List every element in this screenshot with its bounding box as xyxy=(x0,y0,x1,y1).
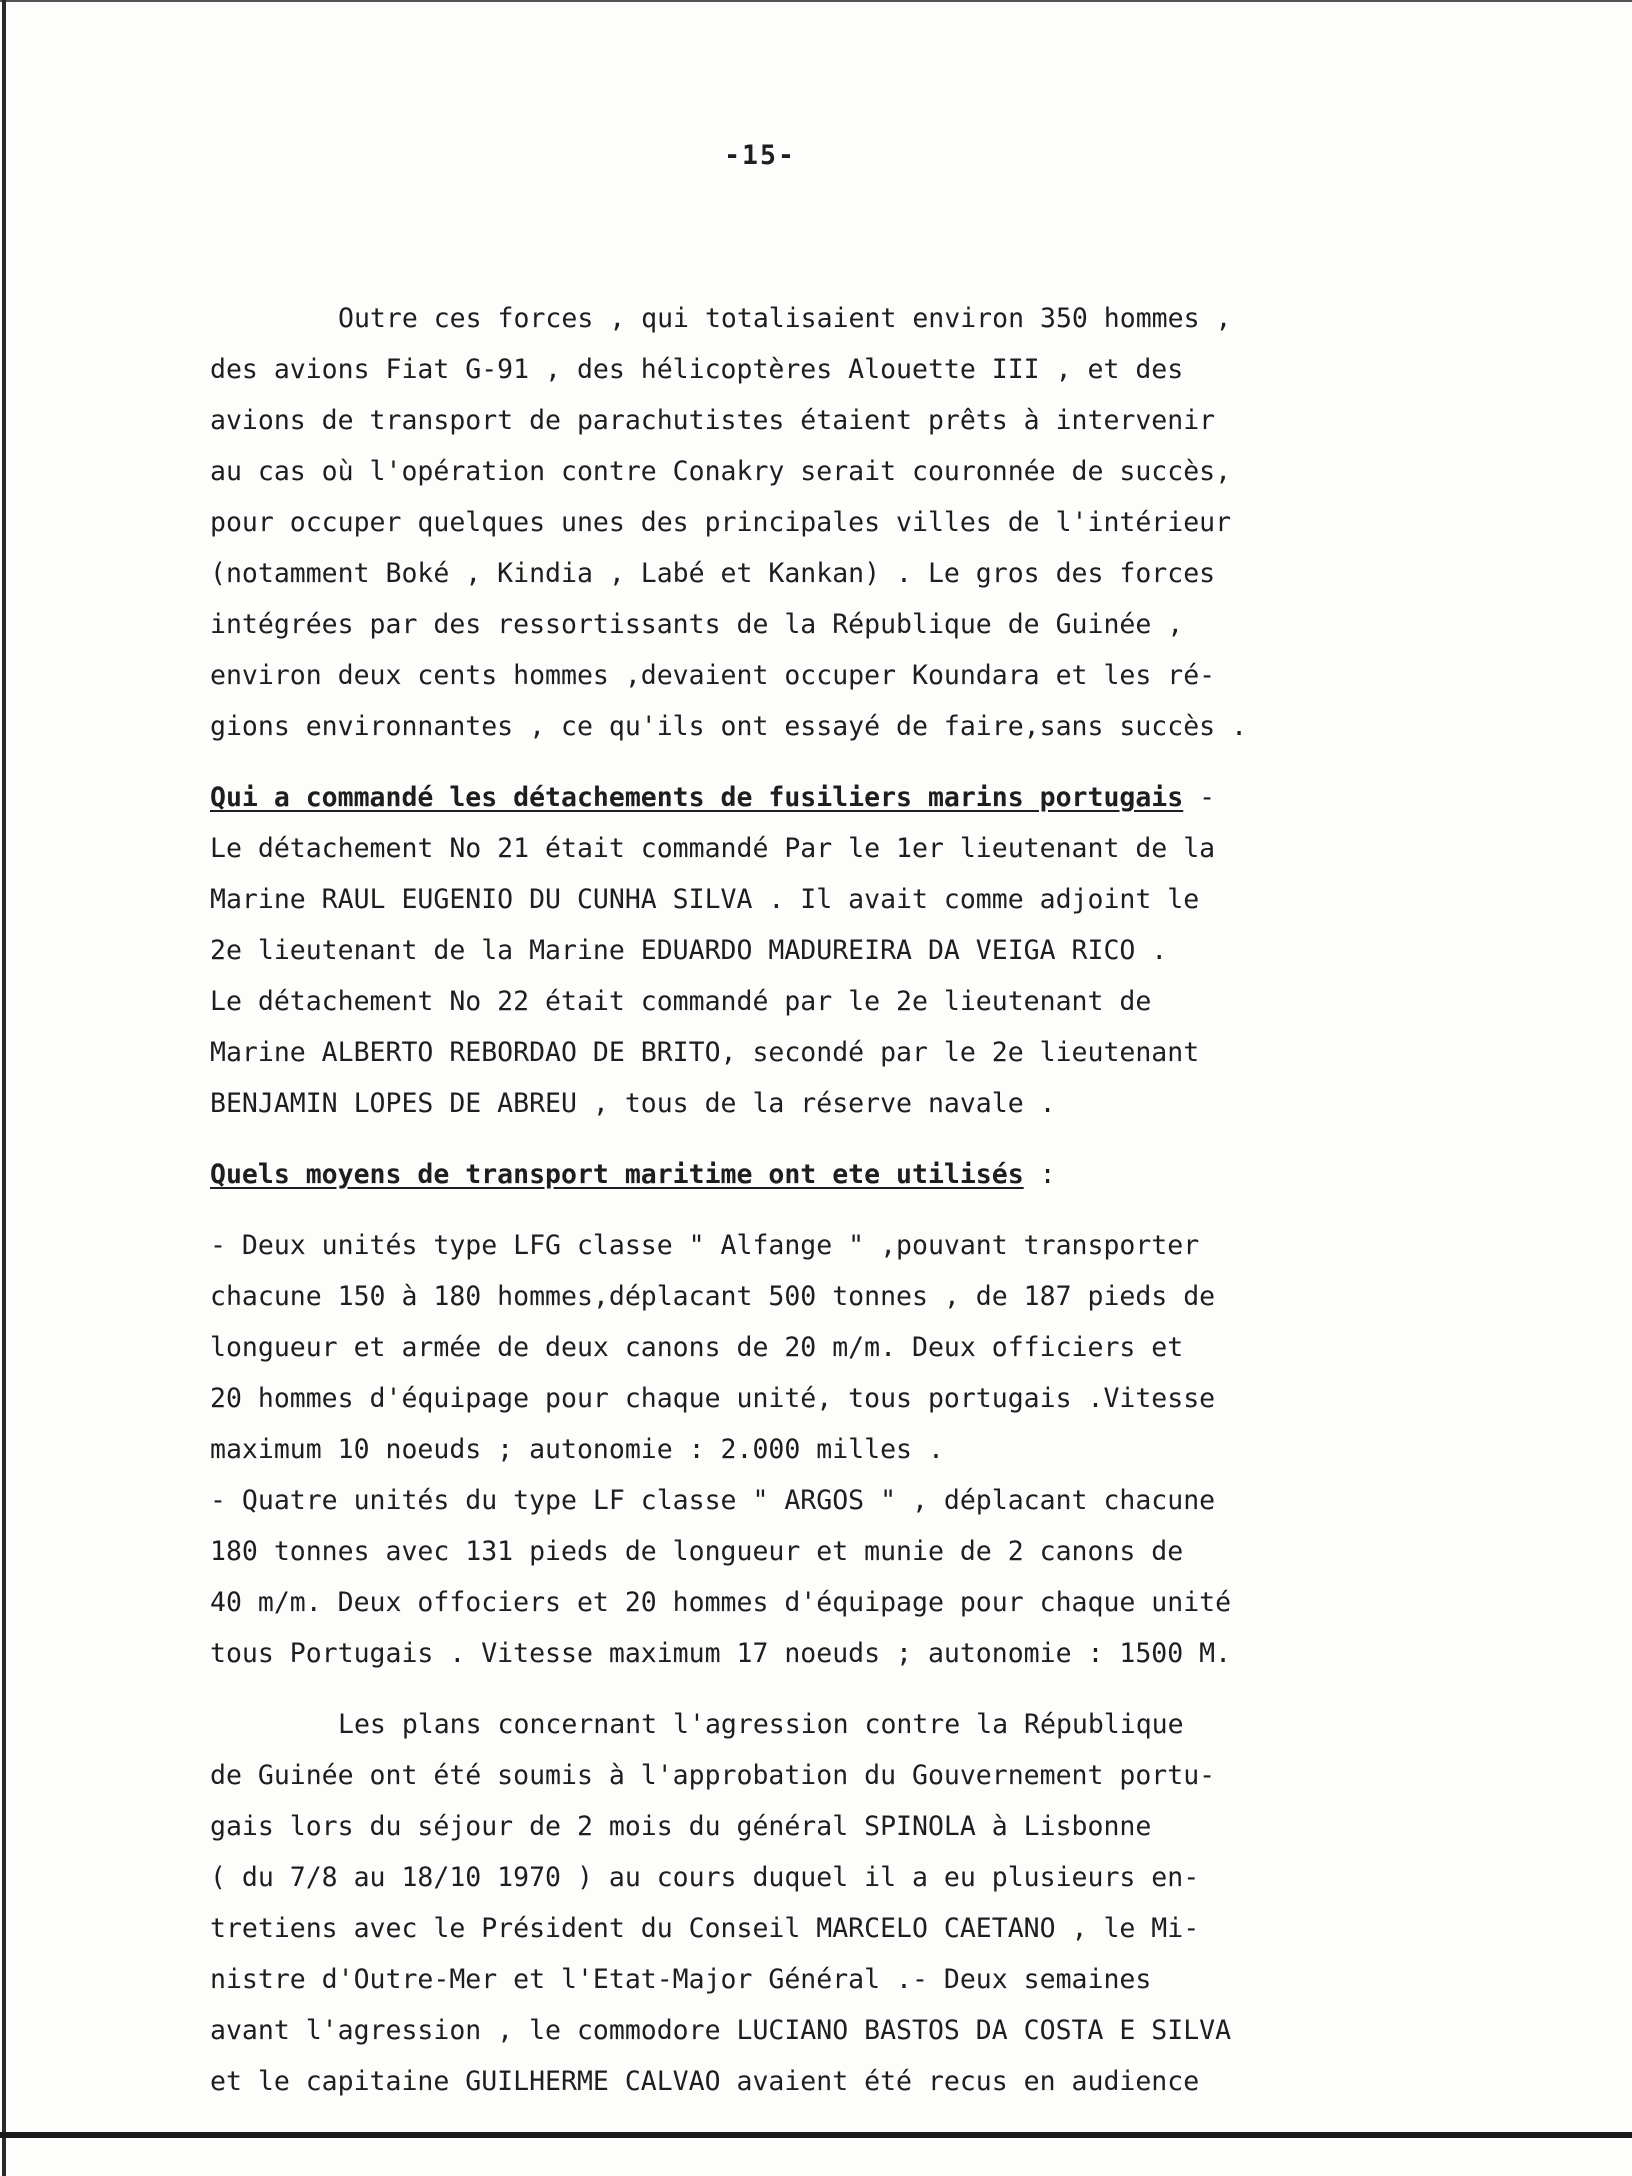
text-line: pour occuper quelques unes des principales villes de l'intérieur xyxy=(210,507,1232,538)
text-line: de Guinée ont été soumis à l'approbation du Gouvernement portu- xyxy=(210,1760,1216,1791)
text-line: Outre ces forces , qui totalisaient environ 350 hommes , xyxy=(338,303,1232,334)
spacer xyxy=(210,1200,1370,1220)
page-number: -15- xyxy=(724,140,796,171)
text-line: Marine RAUL EUGENIO DU CUNHA SILVA . Il avait comme adjoint le xyxy=(210,884,1200,915)
text-line: gions environnantes , ce qu'ils ont essayé de faire,sans succès . xyxy=(210,711,1248,742)
text-line: 20 hommes d'équipage pour chaque unité, tous portugais .Vitesse xyxy=(210,1383,1216,1414)
text-line: Le détachement No 21 était commandé Par le 1er lieutenant de la xyxy=(210,833,1216,864)
text-line: Marine ALBERTO REBORDAO DE BRITO, secondé par le 2e lieutenant xyxy=(210,1037,1200,1068)
text-line: - Deux unités type LFG classe " Alfange " ,pouvant transporter xyxy=(210,1230,1200,1261)
text-line: Les plans concernant l'agression contre la République xyxy=(338,1709,1184,1740)
paragraph-commanders xyxy=(210,823,1370,1129)
text-line: des avions Fiat G-91 , des hélicoptères Alouette III , et des xyxy=(210,354,1184,385)
text-line: au cas où l'opération contre Conakry serait couronnée de succès, xyxy=(210,456,1232,487)
text-line: tretiens avec le Président du Conseil MARCELO CAETANO , le Mi- xyxy=(210,1913,1200,1944)
text-line: 2e lieutenant de la Marine EDUARDO MADUREIRA DA VEIGA RICO . xyxy=(210,935,1168,966)
text-line: 40 m/m. Deux offociers et 20 hommes d'équipage pour chaque unité xyxy=(210,1587,1232,1618)
text-line: 180 tonnes avec 131 pieds de longueur et munie de 2 canons de xyxy=(210,1536,1184,1567)
page-top-edge xyxy=(0,0,1632,2)
text-line: avant l'agression , le commodore LUCIANO BASTOS DA COSTA E SILVA xyxy=(210,2015,1232,2046)
text-line: nistre d'Outre-Mer et l'Etat-Major Général .- Deux semaines xyxy=(210,1964,1152,1995)
heading-transport xyxy=(210,1149,1370,1200)
text-line: chacune 150 à 180 hommes,déplacant 500 tonnes , de 187 pieds de xyxy=(210,1281,1216,1312)
document-page xyxy=(210,130,1370,2107)
heading-transport-suffix: : xyxy=(1023,1159,1056,1190)
heading-commanders-suffix: - xyxy=(1183,782,1216,813)
text-line: BENJAMIN LOPES DE ABREU , tous de la réserve navale . xyxy=(210,1088,1056,1119)
text-line: ( du 7/8 au 18/10 1970 ) au cours duquel il a eu plusieurs en- xyxy=(210,1862,1200,1893)
heading-transport-text: Quels moyens de transport maritime ont ete utilisés xyxy=(210,1159,1024,1190)
text-line: gais lors du séjour de 2 mois du général SPINOLA à Lisbonne xyxy=(210,1811,1152,1842)
text-line: (notamment Boké , Kindia , Labé et Kankan) . Le gros des forces xyxy=(210,558,1216,589)
text-line: environ deux cents hommes ,devaient occuper Koundara et les ré- xyxy=(210,660,1216,691)
text-line: tous Portugais . Vitesse maximum 17 noeuds ; autonomie : 1500 M. xyxy=(210,1638,1232,1669)
text-line: et le capitaine GUILHERME CALVAO avaient été recus en audience xyxy=(210,2066,1200,2097)
heading-commanders-text: Qui a commandé les détachements de fusiliers marins portugais xyxy=(210,782,1184,813)
text-line: maximum 10 noeuds ; autonomie : 2.000 milles . xyxy=(210,1434,944,1465)
page-left-edge xyxy=(2,0,6,2176)
paragraph-vessels xyxy=(210,1220,1370,1679)
text-line: - Quatre unités du type LF classe " ARGOS " , déplacant chacune xyxy=(210,1485,1216,1516)
text-line: intégrées par des ressortissants de la République de Guinée , xyxy=(210,609,1184,640)
paragraph-forces xyxy=(210,293,1370,752)
text-line: avions de transport de parachutistes étaient prêts à intervenir xyxy=(210,405,1216,436)
spacer xyxy=(210,1679,1370,1699)
text-line: Le détachement No 22 était commandé par le 2e lieutenant de xyxy=(210,986,1152,1017)
page-bottom-edge xyxy=(0,2132,1632,2138)
heading-commanders xyxy=(210,772,1370,823)
paragraph-plans xyxy=(210,1699,1370,2107)
text-line: longueur et armée de deux canons de 20 m/m. Deux officiers et xyxy=(210,1332,1184,1363)
